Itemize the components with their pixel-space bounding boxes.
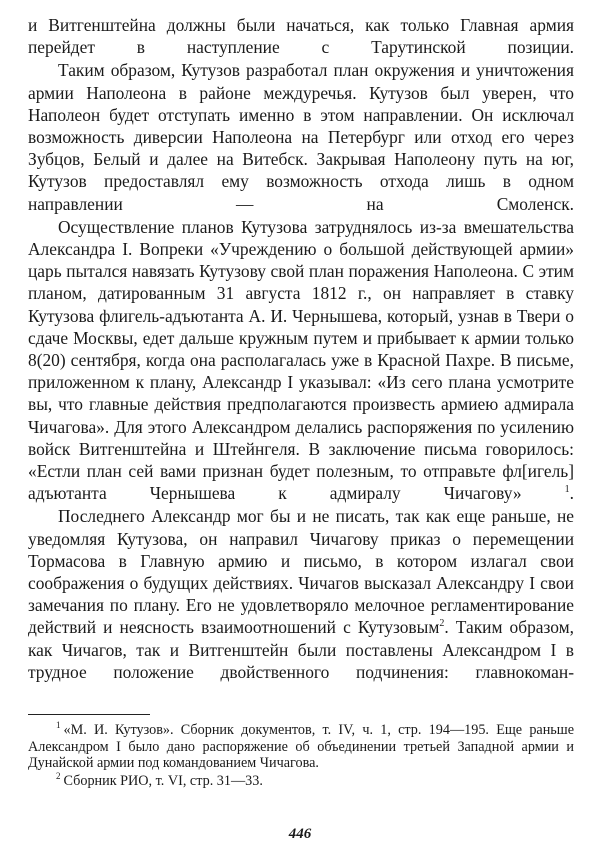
footnote-ref-1: 1 (564, 484, 570, 496)
footnote-2 (28, 773, 574, 790)
paragraph-3-text: Осуществление планов Кутузова затруднялось из-за вмешательства Александра I. Вопреки «Учреждению о большой действующей армии» царь пытался навязать Кутузову свой план поражения Наполеона. С этим планом, датированным 31 августа 1812 г., он направляет в ставку Кутузова флигель-адъютанта А. И. Чернышева, который, узнав в Твери о сдаче Москвы, едет дальше кружным путем и прибывает к армии только 8(20) сентября, когда она располагалась уже в Красной Пахре. В письме, приложенном к плану, Александр I указывал: «Из сего плана усмотрите вы, что главные действия предполагаются произвесть армиею адмирала Чичагова». Для этого Александром делались распоряжения по усилению войск Витгенштейна и Штейнгеля. В заключение письма говорилось: «Естли план сей вами признан будет полезным, то отправьте фл[игель] адъютанта Чернышева к адмиралу Чичагову» (28, 216, 574, 504)
page-number: 446 (288, 826, 312, 842)
page-body (28, 14, 574, 683)
footnotes (28, 722, 574, 789)
footnote-divider (28, 714, 150, 715)
footnote-ref-2: 2 (439, 618, 445, 630)
footnote-2-text: Сборник РИО, т. VI, стр. 31—33. (63, 772, 263, 789)
paragraph-4-text: Последнего Александр мог бы и не писать, так как еще раньше, не уведомляя Кутузова, он направил Чичагову приказ о перемещении Тормасова в Главную армию и письмо, в котором излагал свои соображения о будущих действиях. Чичагов высказал Александру I свои замечания по плану. Его не удовлетворяло мелочное регламентирование действий и неясность взаимоотношений с Кутузовым (28, 506, 574, 638)
paragraph-4 (28, 505, 574, 683)
footnote-1-number: 1 (56, 720, 61, 731)
paragraph-2: Таким образом, Кутузов разработал план окружения и уничтожения армии Наполеона в районе междуречья. Кутузов был уверен, что Наполеон будет отступать именно в этом направлении. Он исключал возможность диверсии Наполеона на Петербург или отход его через Зубцов, Белый и далее на Витебск. Закрывая Наполеону путь на юг, Кутузов предоставлял ему возможность отхода лишь в одном направлении — на Смоленск. (28, 60, 574, 214)
paragraph-3: Осуществление планов Кутузова затруднялось из-за вмешательства Александра I. Вопреки «Учреждению о большой действующей армии» царь пытался навязать Кутузову свой план поражения Наполеона. С этим планом, датированным 31 августа 1812 г., он направляет в ставку Кутузова флигель-адъютанта А. И. Чернышева, который, узнав в Твери о сдаче Москвы, едет дальше кружным путем и прибывает к армии только 8(20) сентября, когда она располагалась уже в Красной Пахре. В письме, приложенном к плану, Александр I указывал: «Из сего плана усмотрите вы, что главные действия предполагаются произвесть армиею адмирала Чичагова». Для этого Александром делались распоряжения по усилению войск Витгенштейна и Штейнгеля. В заключение письма говорилось: «Естли план сей вами признан будет полезным, то отправьте фл[игель] адъютанта Чернышева к адмиралу Чичагову» $^1$. (28, 216, 574, 504)
footnote-2-number: 2 (56, 771, 61, 782)
footnote-1 (28, 722, 574, 772)
footnote-1-text: «М. И. Кутузов». Сборник документов, т. IV, ч. 1, стр. 194—195. Еще раньше Александром I было дано распоряжение об объединении третьей Западной армии и Дунайской армии под командованием Чичагова. (28, 722, 574, 772)
paragraph-4-end: . Таким образом, как Чичагов, так и Витгенштейн были поставлены Александром I в трудное положение двойственного подчинения: главнокоман- (28, 617, 575, 682)
paragraph-1: и Витгенштейна должны были начаться, как только Главная армия перейдет в наступление с Тарутинской позиции. (28, 15, 574, 58)
